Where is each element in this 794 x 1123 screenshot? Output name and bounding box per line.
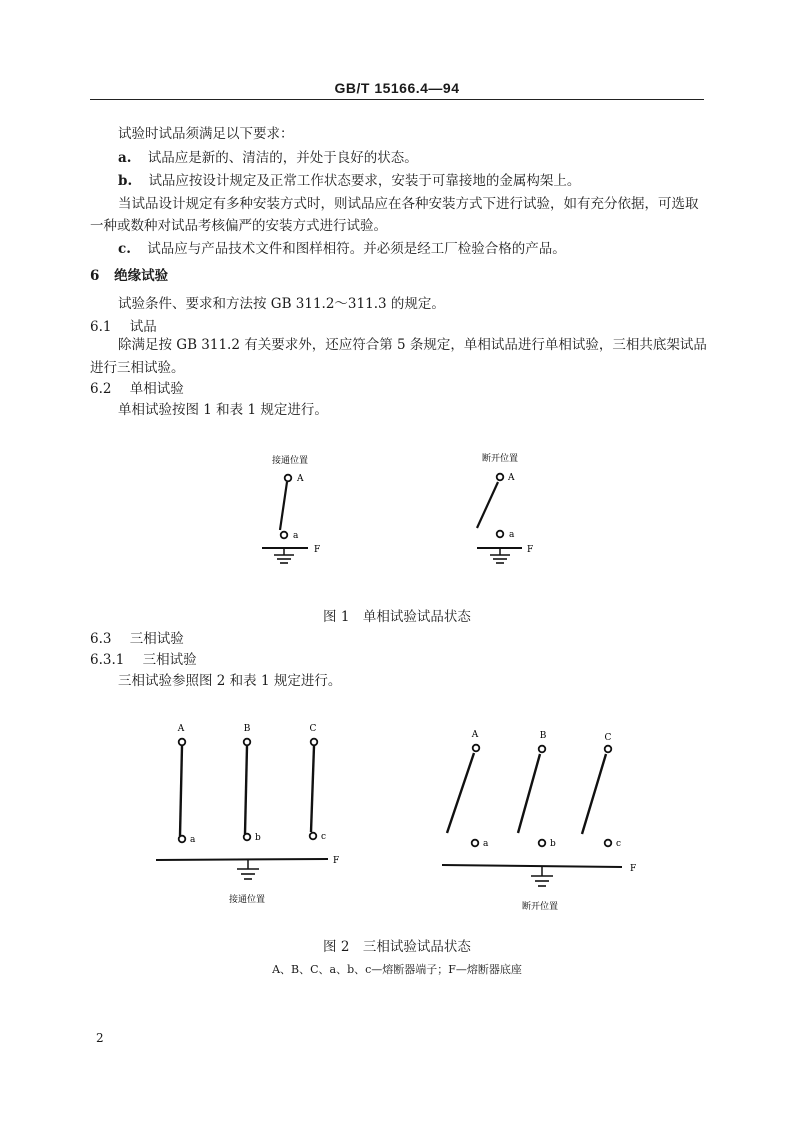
- section-6-3-1-text: 三相试验参照图 2 和表 1 规定进行。: [118, 673, 342, 689]
- fig2-closed-terminal-A: [179, 739, 186, 746]
- requirements-intro: 试验时试品须满足以下要求：: [118, 126, 294, 142]
- section-6-title: 绝缘试验: [114, 268, 169, 284]
- fig1-open-label-A: A: [508, 473, 515, 483]
- figure-1-caption: 图 1 单相试验试品状态: [323, 609, 471, 625]
- fig1-closed-label-F: F: [314, 545, 321, 555]
- fig1-open-label: 断开位置: [481, 454, 519, 464]
- item-c-mark: c.: [118, 241, 131, 257]
- install-paragraph-line1: 当试品设计规定有多种安装方式时，则试品应在各种安装方式下进行试验，如有充分依据，可选取: [118, 196, 699, 212]
- fig2-open-ground-icon: [531, 866, 553, 886]
- fig1-open-label-a: a: [509, 530, 515, 540]
- fig2-closed-label: 接通位置: [228, 895, 266, 905]
- fig2-closed-terminal-a: [179, 836, 186, 843]
- fig2-open-terminal-a: [472, 840, 479, 847]
- fig2-closed-terminal-c: [310, 833, 317, 840]
- section-6-3-1-title: 三相试验: [142, 652, 197, 668]
- fig2-closed-fuse-link-B: [245, 746, 247, 834]
- document-header: GB/T 15166.4—94: [334, 80, 460, 96]
- section-6-1-text-line1: 除满足按 GB 311.2 有关要求外，还应符合第 5 条规定，单相试品进行单相试验，三相共底架试品: [118, 337, 707, 353]
- item-b-mark: b.: [118, 173, 133, 189]
- fig2-open-fuse-link-A: [447, 753, 474, 833]
- fig2-closed-terminal-C: [311, 739, 318, 746]
- section-6-2-title: 单相试验: [129, 381, 184, 397]
- section-6-2-text: 单相试验按图 1 和表 1 规定进行。: [118, 402, 328, 418]
- fig2-open-label-F: F: [630, 864, 637, 874]
- fig2-closed-ground-icon: [237, 860, 259, 879]
- page-number: 2: [96, 1031, 104, 1045]
- fig2-closed-label-b: b: [255, 833, 261, 843]
- section-6-number: 6: [90, 268, 100, 284]
- item-b-text: 试品应按设计规定及正常工作状态要求，安装于可靠接地的金属构架上。: [148, 173, 581, 189]
- fig2-open-label-b: b: [550, 839, 556, 849]
- figure-2-legend: A、B、C、a、b、c—熔断器端子；F—熔断器底座: [272, 963, 522, 976]
- fig2-open-label-a: a: [483, 839, 489, 849]
- fig1-closed-label-A: A: [297, 474, 304, 484]
- fig1-open-label-F: F: [527, 545, 534, 555]
- item-a-mark: a.: [118, 150, 132, 166]
- section-6-1-text-line2: 进行三相试验。: [90, 360, 185, 376]
- fig2-closed-label-B: B: [243, 724, 251, 734]
- fig2-open-label-A: A: [471, 730, 479, 740]
- fig2-closed-terminal-b: [244, 834, 251, 841]
- fig1-closed-label-a: a: [293, 531, 299, 541]
- fig2-closed-label-F: F: [333, 856, 340, 866]
- fig2-open-terminal-C: [605, 746, 612, 753]
- fig1-closed-label: 接通位置: [271, 456, 309, 466]
- fig2-open-terminal-B: [539, 746, 546, 753]
- fig2-open-fuse-link-B: [518, 754, 540, 833]
- fig2-open-label-B: B: [539, 731, 547, 741]
- section-6-text: 试验条件、要求和方法按 GB 311.2～311.3 的规定。: [118, 296, 445, 312]
- fig2-closed-base: [156, 859, 328, 860]
- fig2-open-label-C: C: [604, 733, 612, 743]
- section-6-3-1-number: 6.3.1: [90, 652, 125, 668]
- section-6-1-title: 试品: [129, 319, 157, 335]
- fig2-closed-label-a: a: [190, 835, 196, 845]
- item-c-text: 试品应与产品技术文件和图样相符。并必须是经工厂检验合格的产品。: [147, 241, 566, 257]
- fig2-open-group: [442, 730, 636, 912]
- section-6-3-number: 6.3: [90, 631, 112, 647]
- fig2-closed-label-C: C: [309, 724, 317, 734]
- figure-2-caption: 图 2 三相试验试品状态: [323, 939, 471, 955]
- fig2-closed-label-A: A: [177, 724, 185, 734]
- fig2-open-terminal-c: [605, 840, 612, 847]
- item-a-text: 试品应是新的、清洁的，并处于良好的状态。: [147, 150, 418, 166]
- fig2-closed-fuse-link-C: [311, 746, 314, 832]
- fig2-open-label: 断开位置: [521, 902, 559, 912]
- fig2-open-terminal-b: [539, 840, 546, 847]
- section-6-1-number: 6.1: [90, 319, 112, 335]
- fig2-open-label-c: c: [616, 839, 622, 849]
- fig2-closed-group: [156, 724, 339, 905]
- fig2-closed-label-c: c: [321, 832, 327, 842]
- section-6-3-title: 三相试验: [129, 631, 184, 647]
- fig2-open-base: [442, 865, 622, 867]
- fig2-closed-fuse-link-A: [180, 746, 182, 836]
- install-paragraph-line2: 一种或数种对试品考核偏严的安装方式进行试验。: [90, 218, 387, 234]
- section-6-2-number: 6.2: [90, 381, 112, 397]
- fig2-closed-terminal-B: [244, 739, 251, 746]
- fig2-open-fuse-link-C: [582, 754, 606, 834]
- fig2-open-terminal-A: [473, 745, 480, 752]
